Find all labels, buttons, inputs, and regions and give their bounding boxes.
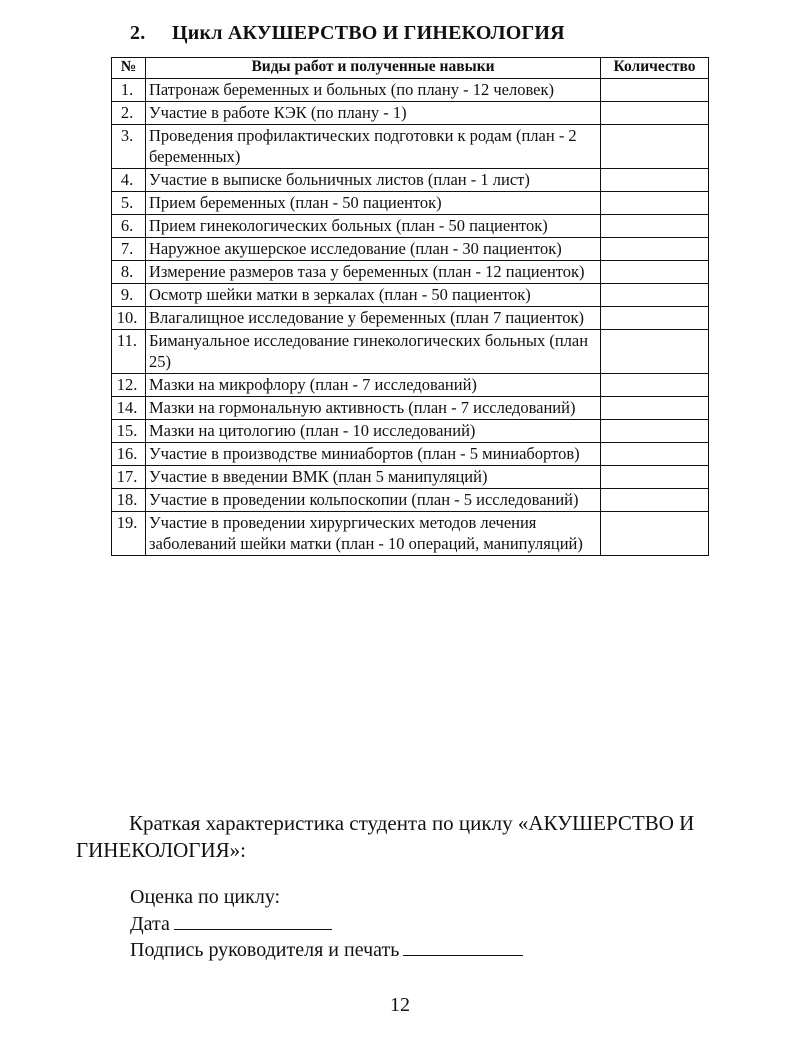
row-number: 3. <box>112 125 146 169</box>
section-number: 2. <box>130 22 146 44</box>
row-quantity-cell[interactable] <box>601 374 709 397</box>
row-quantity-cell[interactable] <box>601 261 709 284</box>
table-row <box>112 102 709 125</box>
row-work-description: Осмотр шейки матки в зеркалах (план - 50 пациенток) <box>146 284 601 307</box>
row-work-description: Влагалищное исследование у беременных (план 7 пациенток) <box>146 307 601 330</box>
table-row <box>112 397 709 420</box>
row-number: 6. <box>112 215 146 238</box>
row-work-description: Прием беременных (план - 50 пациенток) <box>146 192 601 215</box>
row-work-description: Участие в проведении хирургических методов лечения заболеваний шейки матки (план - 10 операций, манипуляций) <box>146 512 601 556</box>
page-number: 12 <box>390 994 410 1016</box>
table-row <box>112 466 709 489</box>
row-quantity-cell[interactable] <box>601 192 709 215</box>
row-number: 12. <box>112 374 146 397</box>
row-quantity-cell[interactable] <box>601 443 709 466</box>
date-blank-line[interactable] <box>174 911 332 930</box>
table-header-row <box>112 58 709 79</box>
table-row <box>112 330 709 374</box>
row-work-description: Мазки на микрофлору (план - 7 исследований) <box>146 374 601 397</box>
date-label: Дата <box>130 913 170 935</box>
grade-label: Оценка по циклу: <box>130 886 281 908</box>
row-quantity-cell[interactable] <box>601 284 709 307</box>
row-quantity-cell[interactable] <box>601 420 709 443</box>
row-work-description: Участие в введении ВМК (план 5 манипуляций) <box>146 466 601 489</box>
row-quantity-cell[interactable] <box>601 215 709 238</box>
row-work-description: Участие в выписке больничных листов (план - 1 лист) <box>146 169 601 192</box>
row-number: 4. <box>112 169 146 192</box>
row-number: 15. <box>112 420 146 443</box>
signature-field <box>130 937 523 962</box>
row-number: 18. <box>112 489 146 512</box>
row-quantity-cell[interactable] <box>601 169 709 192</box>
row-work-description: Мазки на гормональную активность (план - 7 исследований) <box>146 397 601 420</box>
table-row <box>112 79 709 102</box>
table-row <box>112 489 709 512</box>
table-row <box>112 284 709 307</box>
row-work-description: Прием гинекологических больных (план - 50 пациенток) <box>146 215 601 238</box>
row-number: 19. <box>112 512 146 556</box>
row-number: 2. <box>112 102 146 125</box>
row-work-description: Измерение размеров таза у беременных (план - 12 пациенток) <box>146 261 601 284</box>
date-field <box>130 911 332 936</box>
row-work-description: Бимануальное исследование гинекологических больных (план 25) <box>146 330 601 374</box>
table-row <box>112 420 709 443</box>
row-number: 16. <box>112 443 146 466</box>
header-number: № <box>112 58 146 79</box>
row-work-description: Наружное акушерское исследование (план - 30 пациенток) <box>146 238 601 261</box>
row-work-description: Мазки на цитологию (план - 10 исследований) <box>146 420 601 443</box>
row-quantity-cell[interactable] <box>601 238 709 261</box>
student-summary-text: Краткая характеристика студента по циклу «АКУШЕРСТВО И ГИНЕКОЛОГИЯ»: <box>76 811 695 862</box>
row-number: 9. <box>112 284 146 307</box>
table-row <box>112 215 709 238</box>
row-work-description: Участие в проведении кольпоскопии (план - 5 исследований) <box>146 489 601 512</box>
table-row <box>112 307 709 330</box>
row-quantity-cell[interactable] <box>601 397 709 420</box>
table-row <box>112 125 709 169</box>
table-row <box>112 443 709 466</box>
table-row <box>112 261 709 284</box>
row-work-description: Участие в производстве миниабортов (план - 5 миниабортов) <box>146 443 601 466</box>
table-body <box>112 79 709 556</box>
row-work-description: Проведения профилактических подготовки к родам (план - 2 беременных) <box>146 125 601 169</box>
row-quantity-cell[interactable] <box>601 102 709 125</box>
table-row <box>112 192 709 215</box>
row-number: 14. <box>112 397 146 420</box>
works-table <box>111 57 709 556</box>
row-quantity-cell[interactable] <box>601 489 709 512</box>
signature-blank-line[interactable] <box>403 937 523 956</box>
row-number: 11. <box>112 330 146 374</box>
row-quantity-cell[interactable] <box>601 307 709 330</box>
table-row <box>112 374 709 397</box>
section-title: Цикл АКУШЕРСТВО И ГИНЕКОЛОГИЯ <box>172 22 565 44</box>
row-number: 5. <box>112 192 146 215</box>
row-number: 8. <box>112 261 146 284</box>
table-row <box>112 512 709 556</box>
table-row <box>112 238 709 261</box>
row-quantity-cell[interactable] <box>601 79 709 102</box>
row-number: 1. <box>112 79 146 102</box>
row-work-description: Участие в работе КЭК (по плану - 1) <box>146 102 601 125</box>
row-quantity-cell[interactable] <box>601 330 709 374</box>
table-row <box>112 169 709 192</box>
grade-field <box>130 885 280 909</box>
header-quantity: Количество <box>601 58 709 79</box>
row-quantity-cell[interactable] <box>601 125 709 169</box>
row-work-description: Патронаж беременных и больных (по плану - 12 человек) <box>146 79 601 102</box>
row-quantity-cell[interactable] <box>601 512 709 556</box>
row-number: 17. <box>112 466 146 489</box>
row-quantity-cell[interactable] <box>601 466 709 489</box>
signature-label: Подпись руководителя и печать <box>130 939 400 961</box>
row-number: 7. <box>112 238 146 261</box>
header-work-types: Виды работ и полученные навыки <box>146 58 601 79</box>
row-number: 10. <box>112 307 146 330</box>
section-heading <box>130 22 565 45</box>
